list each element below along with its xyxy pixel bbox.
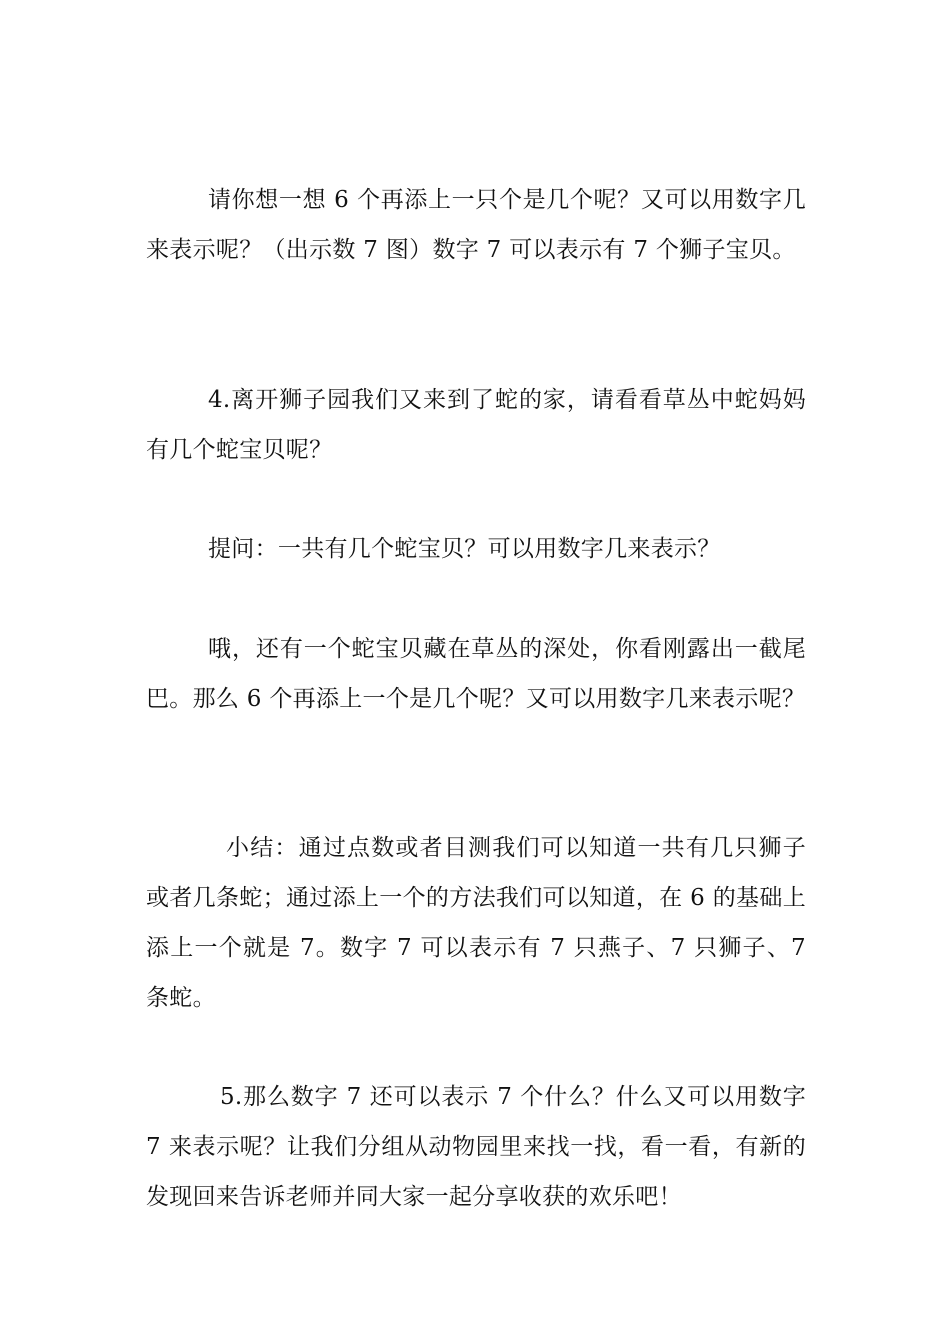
paragraph-lion-seven: 请你想一想 6 个再添上一只个是几个呢？又可以用数字几来表示呢？（出示数 7 图）数字 7 可以表示有 7 个狮子宝贝。 [146,187,806,263]
paragraph-summary: 小结：通过点数或者目测我们可以知道一共有几只狮子或者几条蛇；通过添上一个的方法我们可以知道，在 6 的基础上添上一个就是 7。数字 7 可以表示有 7 只燕子、7 只狮子、7 条蛇。 [146,835,806,1011]
paragraph-hidden-snake: 哦，还有一个蛇宝贝藏在草丛的深处，你看刚露出一截尾巴。那么 6 个再添上一个是几个呢？又可以用数字几来表示呢？ [146,636,806,712]
paragraph-question: 提问：一共有几个蛇宝贝？可以用数字几来表示？ [208,536,721,562]
paragraph-snake-home: 4.离开狮子园我们又来到了蛇的家，请看看草丛中蛇妈妈有几个蛇宝贝呢？ [146,387,806,463]
paragraph-group-activity: 5.那么数字 7 还可以表示 7 个什么？什么又可以用数字 7 来表示呢？让我们分组从动物园里来找一找，看一看，有新的发现回来告诉老师并同大家一起分享收获的欢乐吧！ [146,1084,806,1210]
